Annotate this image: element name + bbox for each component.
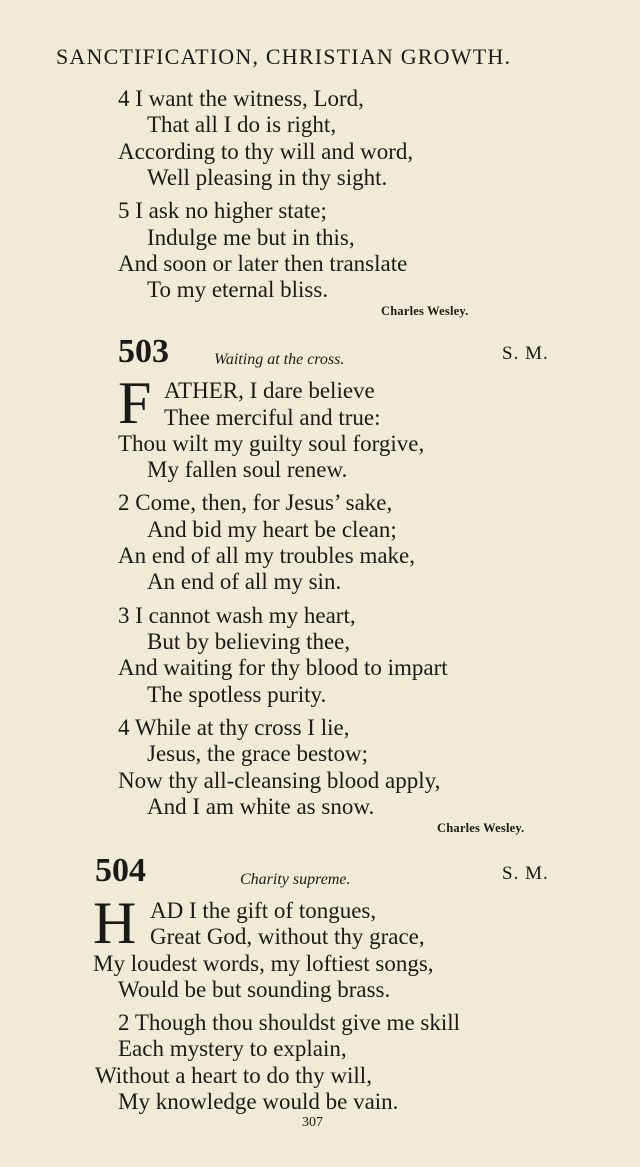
verse-line: 2 Though thou shouldst give me skill xyxy=(118,1010,461,1035)
verse-line: Would be but sounding brass. xyxy=(118,977,391,1002)
hymn-subtitle: Waiting at the cross. xyxy=(214,351,345,368)
hymn-number: 503 xyxy=(118,333,169,370)
verse-line: But by believing thee, xyxy=(147,629,351,654)
verse-line: And I am white as snow. xyxy=(147,794,375,819)
verse-line: The spotless purity. xyxy=(147,682,327,707)
verse-line: Now thy all-cleansing blood apply, xyxy=(118,768,441,793)
verse-line: Thou wilt my guilty soul forgive, xyxy=(118,431,425,456)
verse-line: Great God, without thy grace, xyxy=(150,924,425,949)
hymn-number: 504 xyxy=(95,852,146,889)
hymn-subtitle: Charity supreme. xyxy=(240,871,351,888)
running-header: SANCTIFICATION, CHRISTIAN GROWTH. xyxy=(56,44,512,69)
verse-line: 4 I want the witness, Lord, xyxy=(118,86,364,111)
verse-line: My knowledge would be vain. xyxy=(118,1089,399,1114)
verse-line: 2 Come, then, for Jesus’ sake, xyxy=(118,490,393,515)
verse-line: An end of all my troubles make, xyxy=(118,543,416,568)
verse-line: 3 I cannot wash my heart, xyxy=(118,603,356,628)
verse-line: Each mystery to explain, xyxy=(118,1036,347,1061)
verse-line: According to thy will and word, xyxy=(118,139,414,164)
hymn-author: Charles Wesley. xyxy=(437,821,525,835)
drop-cap: H xyxy=(93,890,137,956)
verse-line: And waiting for thy blood to impart xyxy=(118,655,448,680)
verse-line: And bid my heart be clean; xyxy=(147,517,397,542)
verse-line: That all I do is right, xyxy=(147,112,337,137)
verse-line: AD I the gift of tongues, xyxy=(150,898,377,923)
hymn-meter: S. M. xyxy=(502,343,549,364)
verse-line: Well pleasing in thy sight. xyxy=(147,165,388,190)
verse-line: My loudest words, my loftiest songs, xyxy=(93,951,434,976)
hymn-author: Charles Wesley. xyxy=(381,304,469,318)
verse-line: Jesus, the grace bestow; xyxy=(147,741,368,766)
verse-line: 4 While at thy cross I lie, xyxy=(118,715,350,740)
verse-line: An end of all my sin. xyxy=(147,569,342,594)
verse-line: And soon or later then translate xyxy=(118,251,408,276)
verse-line: ATHER, I dare believe xyxy=(164,378,375,403)
verse-line: Without a heart to do thy will, xyxy=(95,1063,372,1088)
verse-line: To my eternal bliss. xyxy=(147,277,329,302)
verse-line: Indulge me but in this, xyxy=(147,225,355,250)
verse-line: My fallen soul renew. xyxy=(147,457,348,482)
verse-line: 5 I ask no higher state; xyxy=(118,198,327,223)
page-number: 307 xyxy=(302,1115,323,1130)
verse-line: Thee merciful and true: xyxy=(164,405,381,430)
hymn-meter: S. M. xyxy=(502,863,549,884)
drop-cap: F xyxy=(118,370,152,436)
